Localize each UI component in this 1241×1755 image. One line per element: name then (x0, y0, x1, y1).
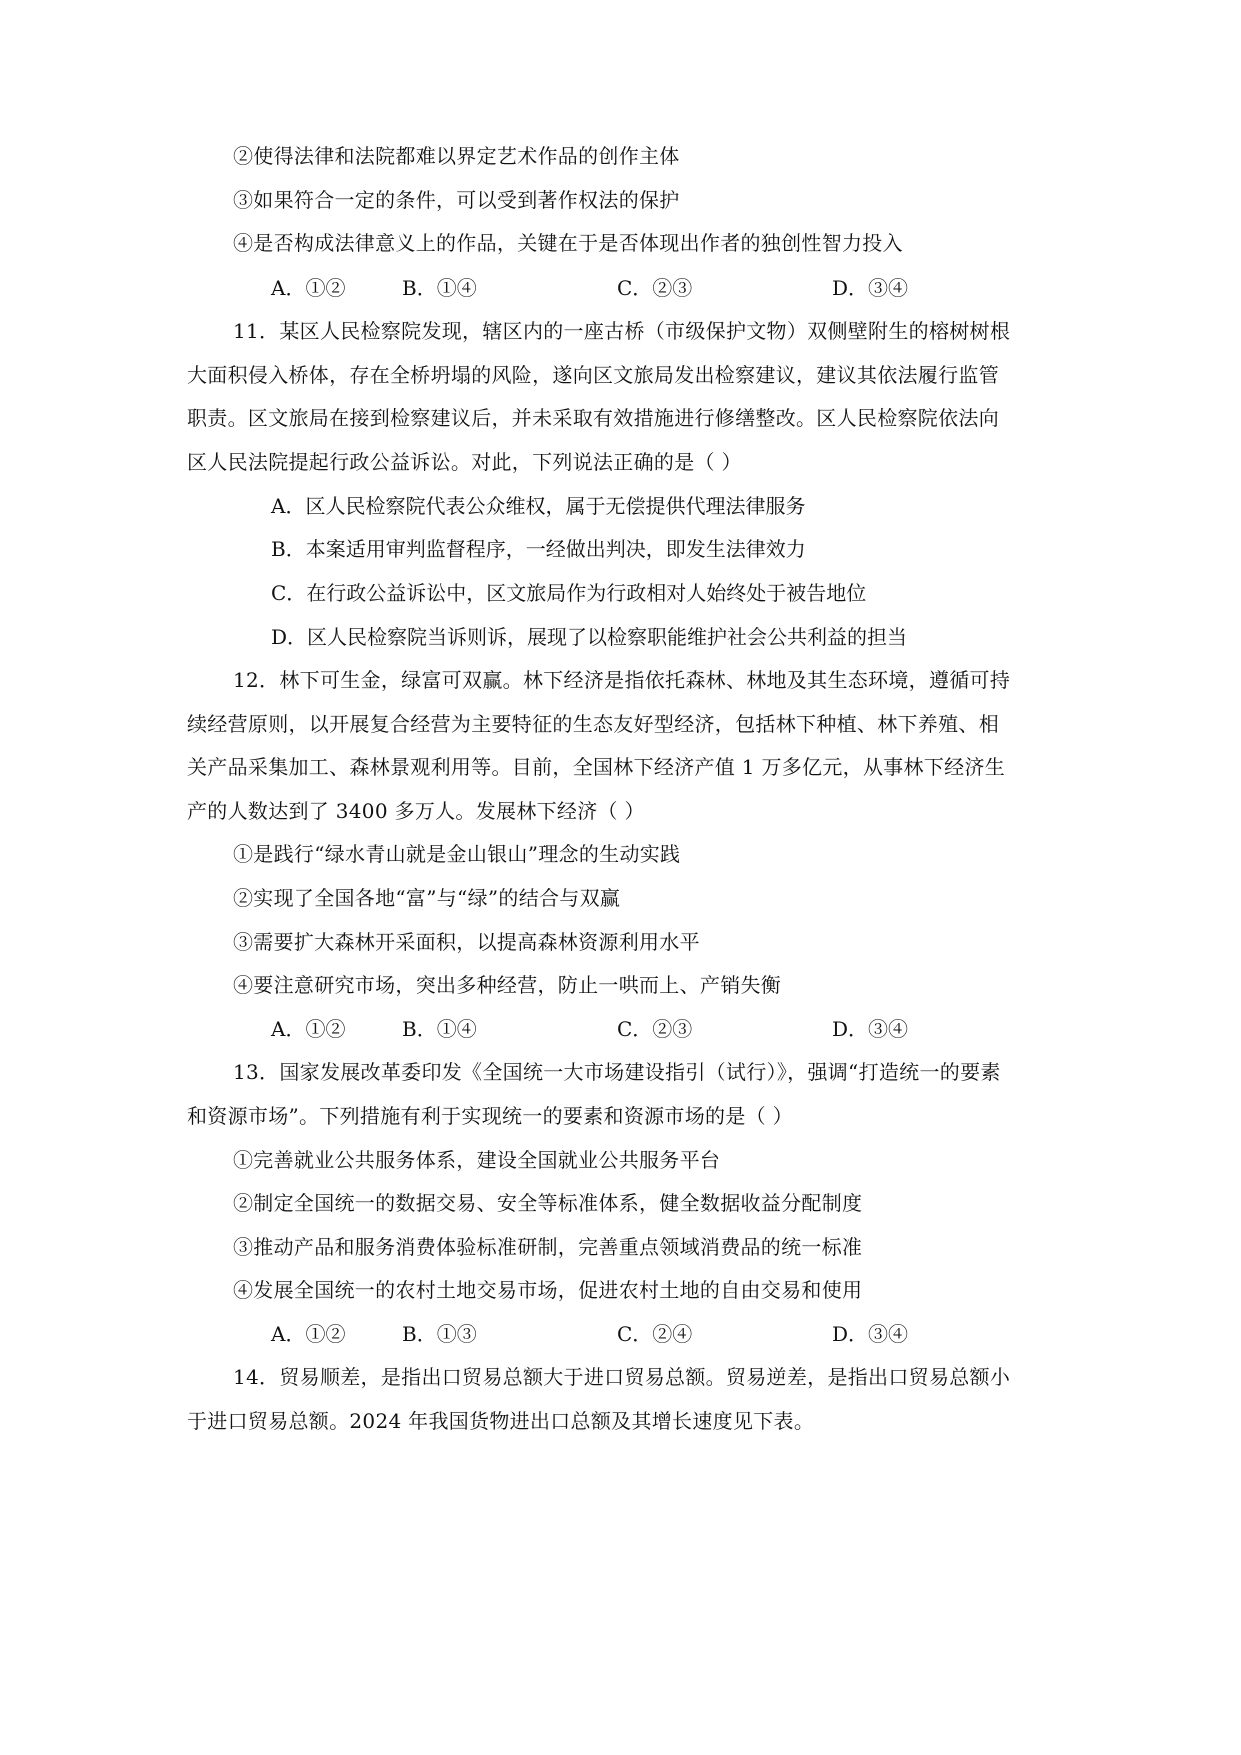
q12-item-1: ①是践行“绿水青山就是金山银山”理念的生动实践 (233, 842, 681, 866)
q13-choice-c[interactable]: C．②④ (617, 1322, 693, 1346)
q12-choice-d[interactable]: D．③④ (832, 1017, 909, 1041)
q11-option-c[interactable]: C．在行政公益诉讼中，区文旅局作为行政相对人始终处于被告地位 (271, 581, 867, 605)
q12-choice-c[interactable]: C．②③ (617, 1017, 693, 1041)
q12-stem-line: 产的人数达到了 3400 多万人。发展林下经济（ ） (187, 799, 645, 823)
q10-choice-b[interactable]: B．①④ (402, 276, 477, 300)
q12-stem-line: 续经营原则，以开展复合经营为主要特征的生态友好型经济，包括林下种植、林下养殖、相 (187, 712, 999, 736)
q12-item-3: ③需要扩大森林开采面积，以提高森林资源利用水平 (233, 930, 700, 954)
q10-choice-c[interactable]: C．②③ (617, 276, 693, 300)
q14-stem-line: 于进口贸易总额。2024 年我国货物进出口总额及其增长速度见下表。 (187, 1409, 815, 1433)
q11-stem-line: 职责。区文旅局在接到检察建议后，并未采取有效措施进行修缮整改。区人民检察院依法向 (187, 406, 999, 430)
q12-choice-a[interactable]: A．①② (271, 1017, 346, 1041)
q13-stem-line: 和资源市场”。下列措施有利于实现统一的要素和资源市场的是（ ） (187, 1104, 793, 1128)
q13-choice-d[interactable]: D．③④ (832, 1322, 909, 1346)
q12-choice-b[interactable]: B．①④ (402, 1017, 477, 1041)
q13-choice-a[interactable]: A．①② (271, 1322, 346, 1346)
q13-stem-line: 13．国家发展改革委印发《全国统一大市场建设指引（试行）》，强调“打造统一的要素 (233, 1060, 1001, 1084)
q12-item-4: ④要注意研究市场，突出多种经营，防止一哄而上、产销失衡 (233, 973, 782, 997)
q12-item-2: ②实现了全国各地“富”与“绿”的结合与双赢 (233, 886, 621, 910)
q11-stem-line: 区人民法院提起行政公益诉讼。对此，下列说法正确的是（ ） (187, 450, 742, 474)
q11-stem-line: 大面积侵入桥体，存在全桥坍塌的风险，遂向区文旅局发出检察建议，建议其依法履行监管 (187, 363, 999, 387)
q10-choice-a[interactable]: A．①② (271, 276, 346, 300)
q10-item-2: ②使得法律和法院都难以界定艺术作品的创作主体 (233, 144, 680, 168)
q13-item-1: ①完善就业公共服务体系，建设全国就业公共服务平台 (233, 1148, 721, 1172)
q13-item-4: ④发展全国统一的农村土地交易市场，促进农村土地的自由交易和使用 (233, 1278, 863, 1302)
q10-item-4: ④是否构成法律意义上的作品，关键在于是否体现出作者的独创性智力投入 (233, 231, 903, 255)
q12-stem-line: 12．林下可生金，绿富可双赢。林下经济是指依托森林、林地及其生态环境，遵循可持 (233, 668, 1011, 692)
q10-choice-d[interactable]: D．③④ (832, 276, 909, 300)
q10-item-3: ③如果符合一定的条件，可以受到著作权法的保护 (233, 188, 680, 212)
q11-option-b[interactable]: B．本案适用审判监督程序，一经做出判决，即发生法律效力 (271, 537, 806, 561)
q11-option-d[interactable]: D．区人民检察院当诉则诉，展现了以检察职能维护社会公共利益的担当 (271, 625, 908, 649)
q12-stem-line: 关产品采集加工、森林景观利用等。目前，全国林下经济产值 1 万多亿元，从事林下经济生 (187, 755, 1006, 779)
q13-item-3: ③推动产品和服务消费体验标准研制，完善重点领域消费品的统一标准 (233, 1235, 863, 1259)
q14-stem-line: 14．贸易顺差，是指出口贸易总额大于进口贸易总额。贸易逆差，是指出口贸易总额小 (233, 1365, 1011, 1389)
q11-stem-line: 11．某区人民检察院发现，辖区内的一座古桥（市级保护文物）双侧壁附生的榕树树根 (233, 319, 1011, 343)
q13-choice-b[interactable]: B．①③ (402, 1322, 477, 1346)
q13-item-2: ②制定全国统一的数据交易、安全等标准体系，健全数据收益分配制度 (233, 1191, 863, 1215)
q11-option-a[interactable]: A．区人民检察院代表公众维权，属于无偿提供代理法律服务 (271, 494, 806, 518)
